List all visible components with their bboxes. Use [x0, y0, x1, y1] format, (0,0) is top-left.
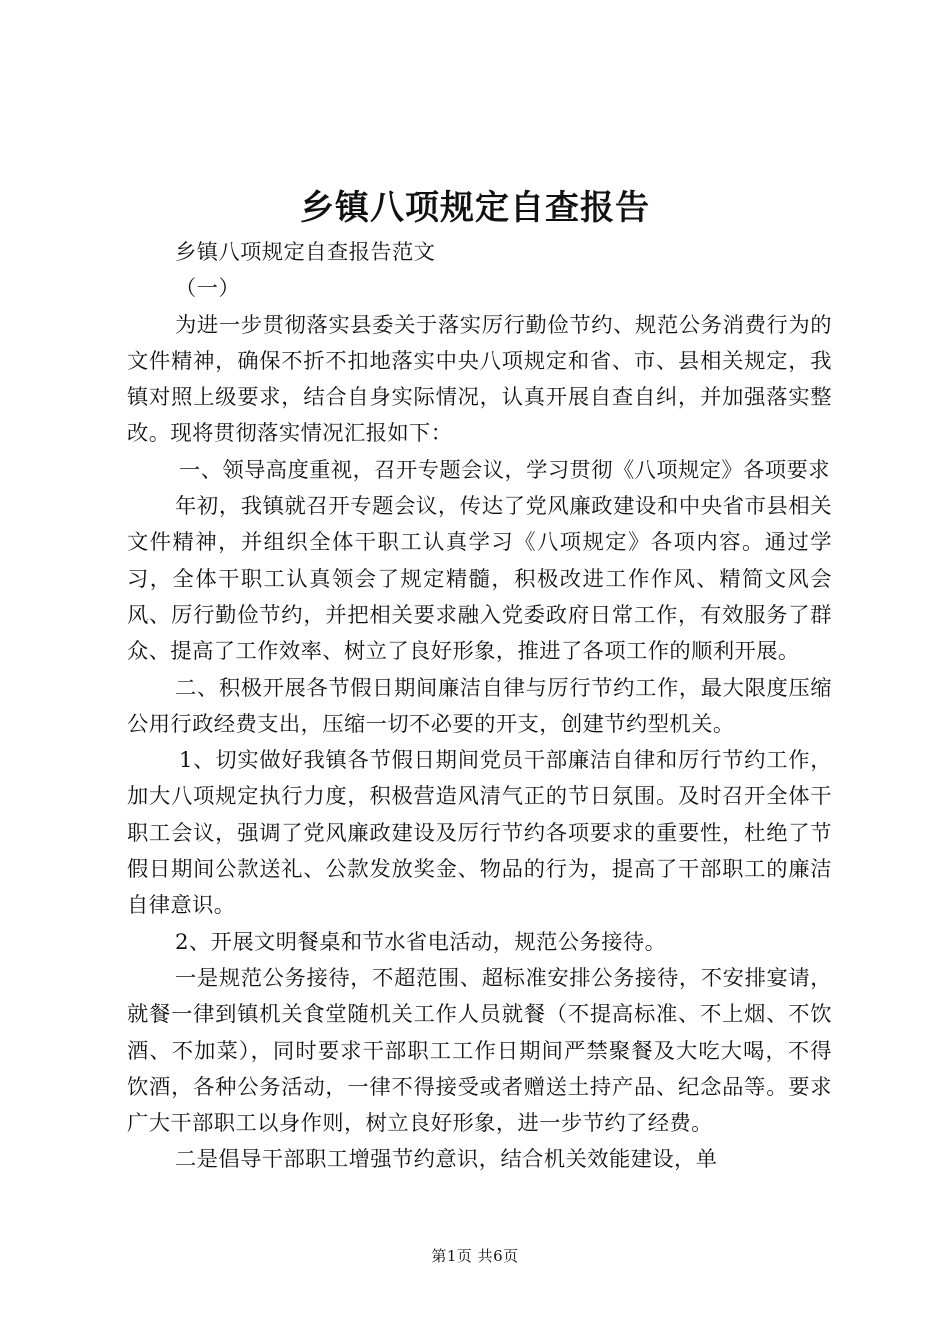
paragraph-item-two: 2、开展文明餐桌和节水省电活动，规范公务接待。 [175, 929, 667, 955]
page-number-label: 第1页 共6页 [431, 1247, 519, 1265]
paragraph-point-two: 二是倡导干部职工增强节约意识，结合机关效能建设，单 [175, 1147, 718, 1173]
paragraph-item-one: 1、切实做好我镇各节假日期间党员干部廉洁自律和厉行节约工作，加大八项规定执行力度，积极营造风清气正的节日氛围。及时召开全体干职工会议，强调了党风廉政建设及厉行节约各项要求的重要性，杜绝了节假日期间公款送礼、公款发放奖金、物品的行为，提高了干部职工的廉洁自律意识。 [127, 748, 832, 919]
heading-section-one: 一、领导高度重视，召开专题会议，学习贯彻《八项规定》各项要求 [179, 457, 830, 483]
heading-section-two: 二、积极开展各节假日期间廉洁自律与厉行节约工作，最大限度压缩公用行政经费支出，压缩一切不必要的开支，创建节约型机关。 [127, 675, 832, 737]
paragraph-section-one: 年初，我镇就召开专题会议，传达了党风廉政建设和中央省市县相关文件精神，并组织全体干职工认真学习《八项规定》各项内容。通过学习，全体干职工认真领会了规定精髓，积极改进工作作风、精简文风会风、厉行勤俭节约，并把相关要求融入党委政府日常工作，有效服务了群众、提高了工作效率、树立了良好形象，推进了各项工作的顺利开展。 [127, 494, 832, 665]
document-title: 乡镇八项规定自查报告 [300, 188, 650, 228]
section-number: （一） [175, 276, 241, 302]
document-body [127, 235, 832, 1179]
paragraph-intro: 为进一步贯彻落实县委关于落实厉行勤俭节约、规范公务消费行为的文件精神，确保不折不扣地落实中央八项规定和省、市、县相关规定，我镇对照上级要求，结合自身实际情况，认真开展自查自纠，并加强落实整改。现将贯彻落实情况汇报如下： [127, 312, 832, 447]
paragraph-point-one: 一是规范公务接待，不超范围、超标准安排公务接待，不安排宴请，就餐一律到镇机关食堂随机关工作人员就餐（不提高标准、不上烟、不饮酒、不加菜），同时要求干部职工工作日期间严禁聚餐及大吃大喝，不得饮酒，各种公务活动，一律不得接受或者赠送土持产品、纪念品等。要求广大干部职工以身作则，树立良好形象，进一步节约了经费。 [127, 965, 832, 1137]
document-subtitle: 乡镇八项规定自查报告范文 [175, 240, 436, 265]
page-footer [0, 1244, 950, 1268]
